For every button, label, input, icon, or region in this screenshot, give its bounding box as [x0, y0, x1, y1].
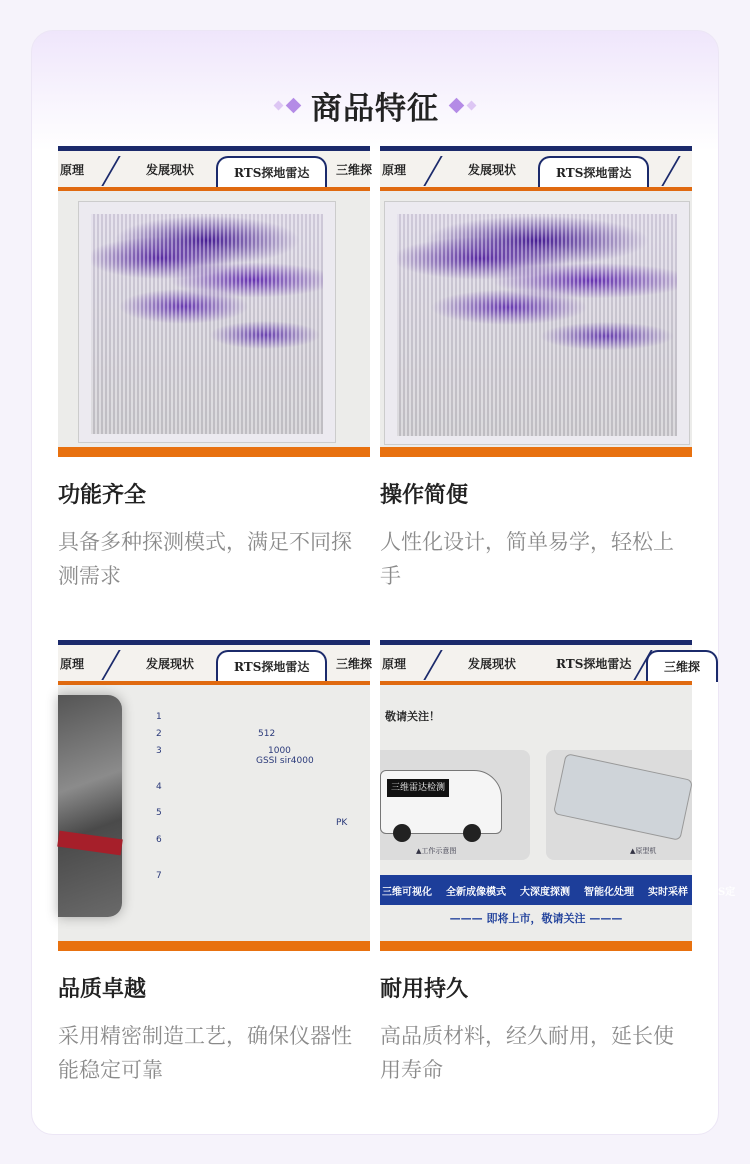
feature-card-1 [58, 146, 373, 593]
image-caption: ▲原型机 [630, 847, 657, 855]
feature-card-3 [58, 640, 373, 1087]
strip-item: 智能化处理 [584, 886, 634, 898]
van-illustration [380, 750, 530, 860]
strip-item: 三维可视化 [382, 886, 432, 898]
feature-image-1 [58, 146, 373, 457]
radar-profile-image [78, 201, 336, 443]
feature-card-4 [380, 640, 736, 1087]
section-title: 商品特征 [311, 91, 439, 127]
slide-tabbar [58, 640, 373, 681]
left-diamond-decoration [275, 100, 299, 111]
feature-description: 高品质材料，经久耐用，延长使用寿命 [380, 1024, 674, 1082]
strip-item: 实时采样 [648, 886, 688, 898]
slide-tab: 三维探 [336, 163, 373, 177]
feature-description: 采用精密制造工艺，确保仪器性能稳定可靠 [58, 1024, 352, 1082]
slide-tab-active: RTS探地雷达 [538, 156, 649, 188]
product-features-card [31, 30, 736, 1135]
slide-tab-active: RTS探地雷达 [216, 156, 327, 188]
feature-card-2 [380, 146, 692, 593]
slide-tabbar [380, 146, 692, 187]
slide-tab: 发展现状 [468, 163, 517, 177]
section-heading [32, 83, 718, 128]
slide-tab-active: 三维探 [646, 650, 718, 682]
spec-value: GSSI sir4000 [256, 756, 314, 766]
slide-tab: 发展现状 [146, 657, 195, 671]
image-caption: ▲工作示意图 [416, 847, 457, 855]
list-number: 6 [156, 835, 162, 845]
list-number: 4 [156, 782, 162, 792]
slide-tab: 原理 [382, 657, 407, 671]
feature-title: 操作简便 [380, 483, 469, 508]
spec-value: PK [336, 818, 348, 828]
slide-tab: 三维探 [336, 657, 373, 671]
feature-strip [380, 875, 736, 905]
slide-tab: 原理 [60, 657, 85, 671]
list-number: 1 [156, 712, 162, 722]
slide-tabbar [58, 146, 373, 187]
feature-title: 功能齐全 [58, 483, 147, 508]
van-icon [380, 770, 502, 834]
list-number: 2 [156, 729, 162, 739]
slide-tab-active: RTS探地雷达 [216, 650, 327, 682]
feature-description: 具备多种探测模式，满足不同探测需求 [58, 530, 352, 588]
slide-tab: RTS探地雷达 [556, 657, 632, 671]
feature-image-3 [58, 640, 373, 951]
feature-description: 人性化设计，简单易学，轻松上手 [380, 530, 674, 588]
feature-image-2 [380, 146, 692, 457]
strip-item: GPS定 [702, 886, 736, 898]
strip-item: 大深度探测 [520, 886, 570, 898]
feature-title: 耐用持久 [380, 977, 469, 1002]
list-number: 5 [156, 808, 162, 818]
feature-title: 品质卓越 [58, 977, 147, 1002]
slide-tab: 原理 [60, 163, 85, 177]
list-number: 7 [156, 871, 162, 881]
feature-image-4 [380, 640, 736, 951]
slide-tabbar [380, 640, 701, 681]
slide-tab: 原理 [382, 163, 407, 177]
list-number: 3 [156, 746, 162, 756]
strip-item: 全新成像模式 [446, 886, 506, 898]
coming-soon-text: ——— 即将上市，敬请关注 ——— [449, 912, 623, 925]
radar-profile-image [384, 201, 690, 445]
device-icon [553, 753, 693, 841]
spec-value: 1000 [268, 746, 291, 756]
field-photo [58, 695, 122, 917]
notice-text: 敬请关注！ [385, 710, 440, 723]
spec-value: 512 [258, 729, 276, 739]
slide-tab: 发展现状 [468, 657, 517, 671]
slide-tab: 发展现状 [146, 163, 195, 177]
prototype-illustration [546, 750, 692, 860]
right-diamond-decoration [451, 100, 475, 111]
van-sign: 三维雷达检测 [387, 779, 449, 797]
